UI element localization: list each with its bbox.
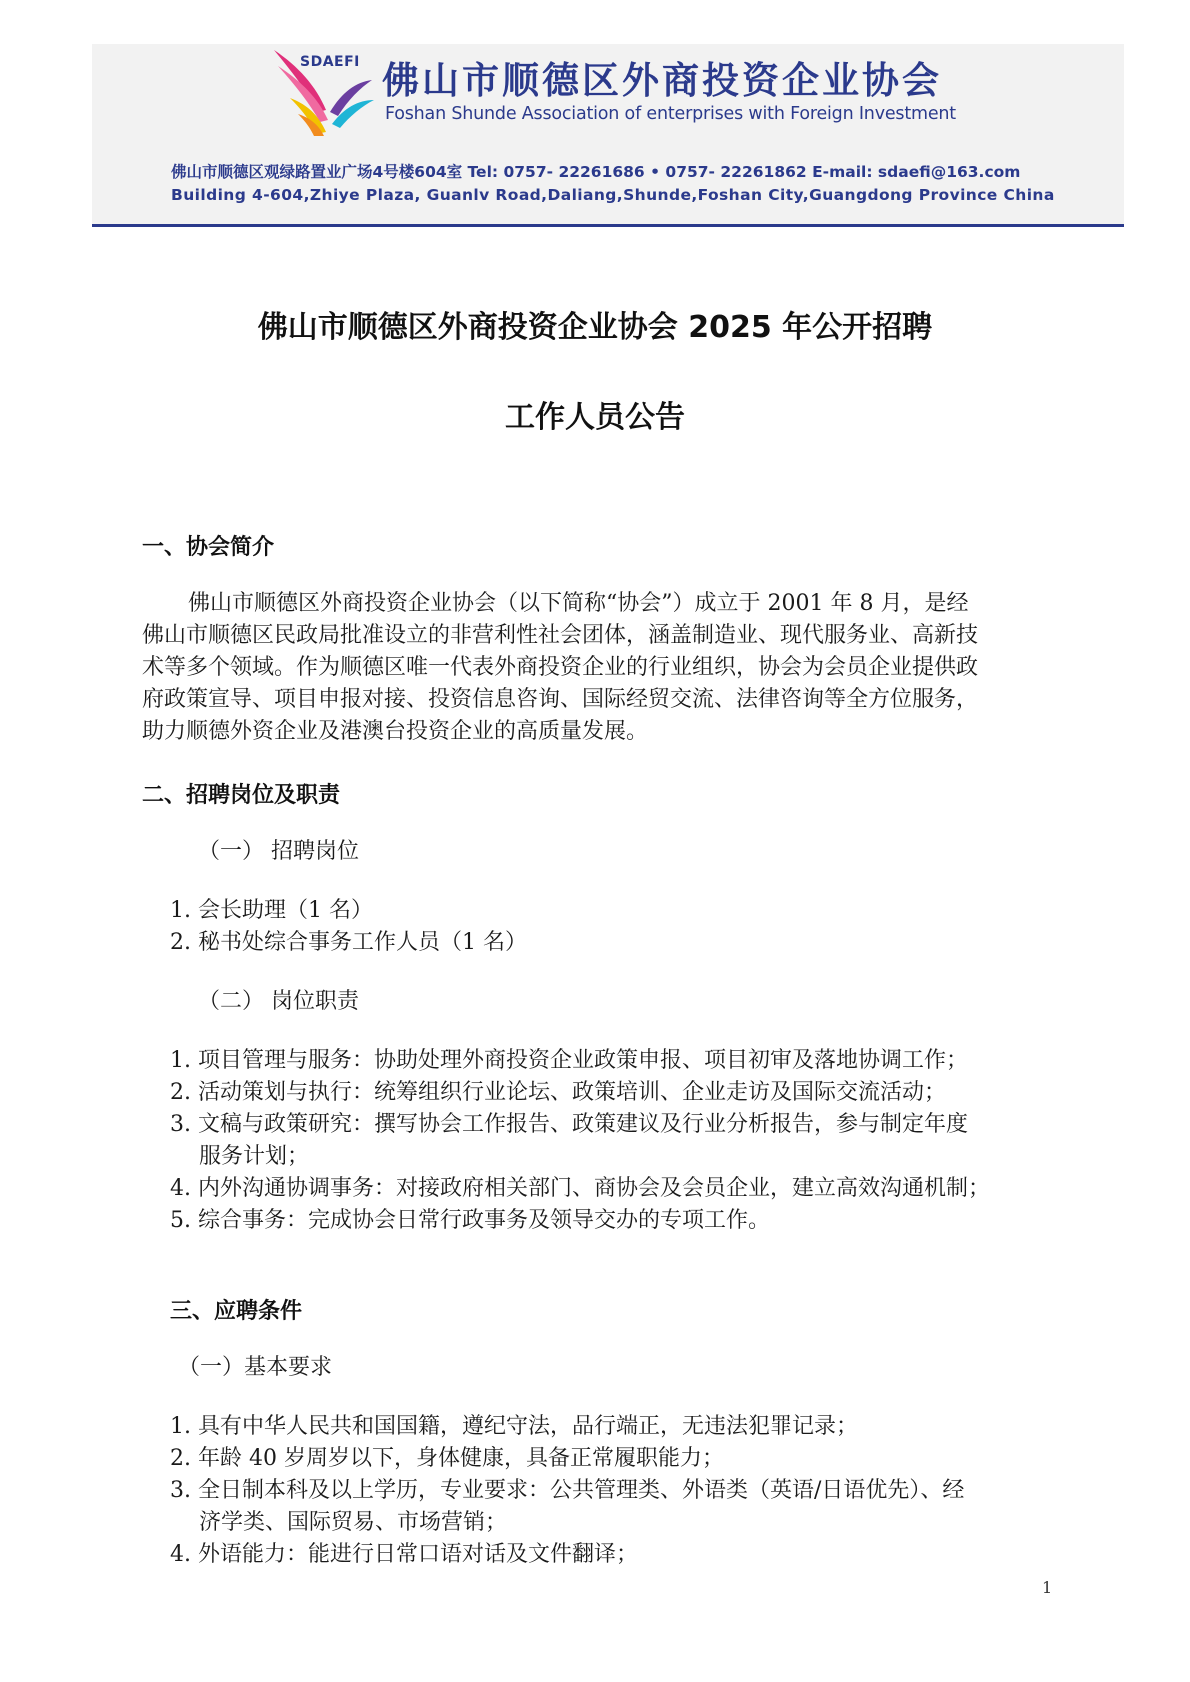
organization-name-cn: 佛山市顺德区外商投资企业协会 [382, 59, 942, 102]
organization-name-en: Foshan Shunde Association of enterprises with Foreign Investment [385, 104, 956, 124]
duty-item: 1. 项目管理与服务：协助处理外商投资企业政策申报、项目初审及落地协调工作； [170, 1048, 968, 1073]
section-heading-requirements: 三、应聘条件 [170, 1299, 303, 1324]
requirement-item: 1. 具有中华人民共和国国籍，遵纪守法，品行端正，无违法犯罪记录； [170, 1414, 858, 1439]
subheading-basic-requirements: （一）基本要求 [178, 1355, 333, 1380]
requirement-item-continuation: 济学类、国际贸易、市场营销； [199, 1510, 508, 1535]
duty-item: 3. 文稿与政策研究：撰写协会工作报告、政策建议及行业分析报告，参与制定年度 [170, 1112, 968, 1137]
subheading-positions: （一） 招聘岗位 [198, 839, 359, 864]
duty-item: 5. 综合事务：完成协会日常行政事务及领导交办的专项工作。 [170, 1208, 770, 1233]
contact-address-cn: 佛山市顺德区观绿路置业广场4号楼604室 Tel: 0757- 22261686 • 0757- 22261862 E-mail: sdaefi@163.com [171, 163, 1021, 181]
subheading-duties: （二） 岗位职责 [198, 989, 359, 1014]
document-title-line1: 佛山市顺德区外商投资企业协会 2025 年公开招聘 [257, 310, 933, 345]
requirement-item: 3. 全日制本科及以上学历，专业要求：公共管理类、外语类（英语/日语优先）、经 [170, 1478, 965, 1503]
page-number: 1 [1042, 1578, 1053, 1597]
intro-paragraph-line: 佛山市顺德区民政局批准设立的非营利性社会团体，涵盖制造业、现代服务业、高新技 [142, 623, 979, 648]
section-heading-intro: 一、协会简介 [142, 535, 275, 560]
requirement-item: 2. 年龄 40 岁周岁以下，身体健康，具备正常履职能力； [170, 1446, 724, 1471]
intro-paragraph-line: 术等多个领域。作为顺德区唯一代表外商投资企业的行业组织，协会为会员企业提供政 [142, 655, 979, 680]
duty-item-continuation: 服务计划； [199, 1144, 310, 1169]
logo-abbreviation: SDAEFI [300, 54, 360, 70]
contact-address-en: Building 4-604,Zhiye Plaza, Guanlv Road,Daliang,Shunde,Foshan City,Guangdong Province China [171, 186, 1055, 204]
requirement-item: 4. 外语能力：能进行日常口语对话及文件翻译； [170, 1542, 638, 1567]
duty-item: 4. 内外沟通协调事务：对接政府相关部门、商协会及会员企业，建立高效沟通机制； [170, 1176, 990, 1201]
section-heading-positions: 二、招聘岗位及职责 [142, 783, 341, 808]
letterhead-divider [92, 224, 1124, 227]
position-item: 2. 秘书处综合事务工作人员（1 名） [170, 930, 527, 955]
intro-paragraph-line: 佛山市顺德区外商投资企业协会（以下简称“协会”）成立于 2001 年 8 月，是经 [188, 591, 969, 616]
intro-paragraph-line: 助力顺德外资企业及港澳台投资企业的高质量发展。 [142, 719, 649, 744]
duty-item: 2. 活动策划与执行：统筹组织行业论坛、政策培训、企业走访及国际交流活动； [170, 1080, 946, 1105]
document-title-line2: 工作人员公告 [505, 400, 685, 435]
position-item: 1. 会长助理（1 名） [170, 898, 373, 923]
intro-paragraph-line: 府政策宣导、项目申报对接、投资信息咨询、国际经贸交流、法律咨询等全方位服务， [142, 687, 979, 712]
